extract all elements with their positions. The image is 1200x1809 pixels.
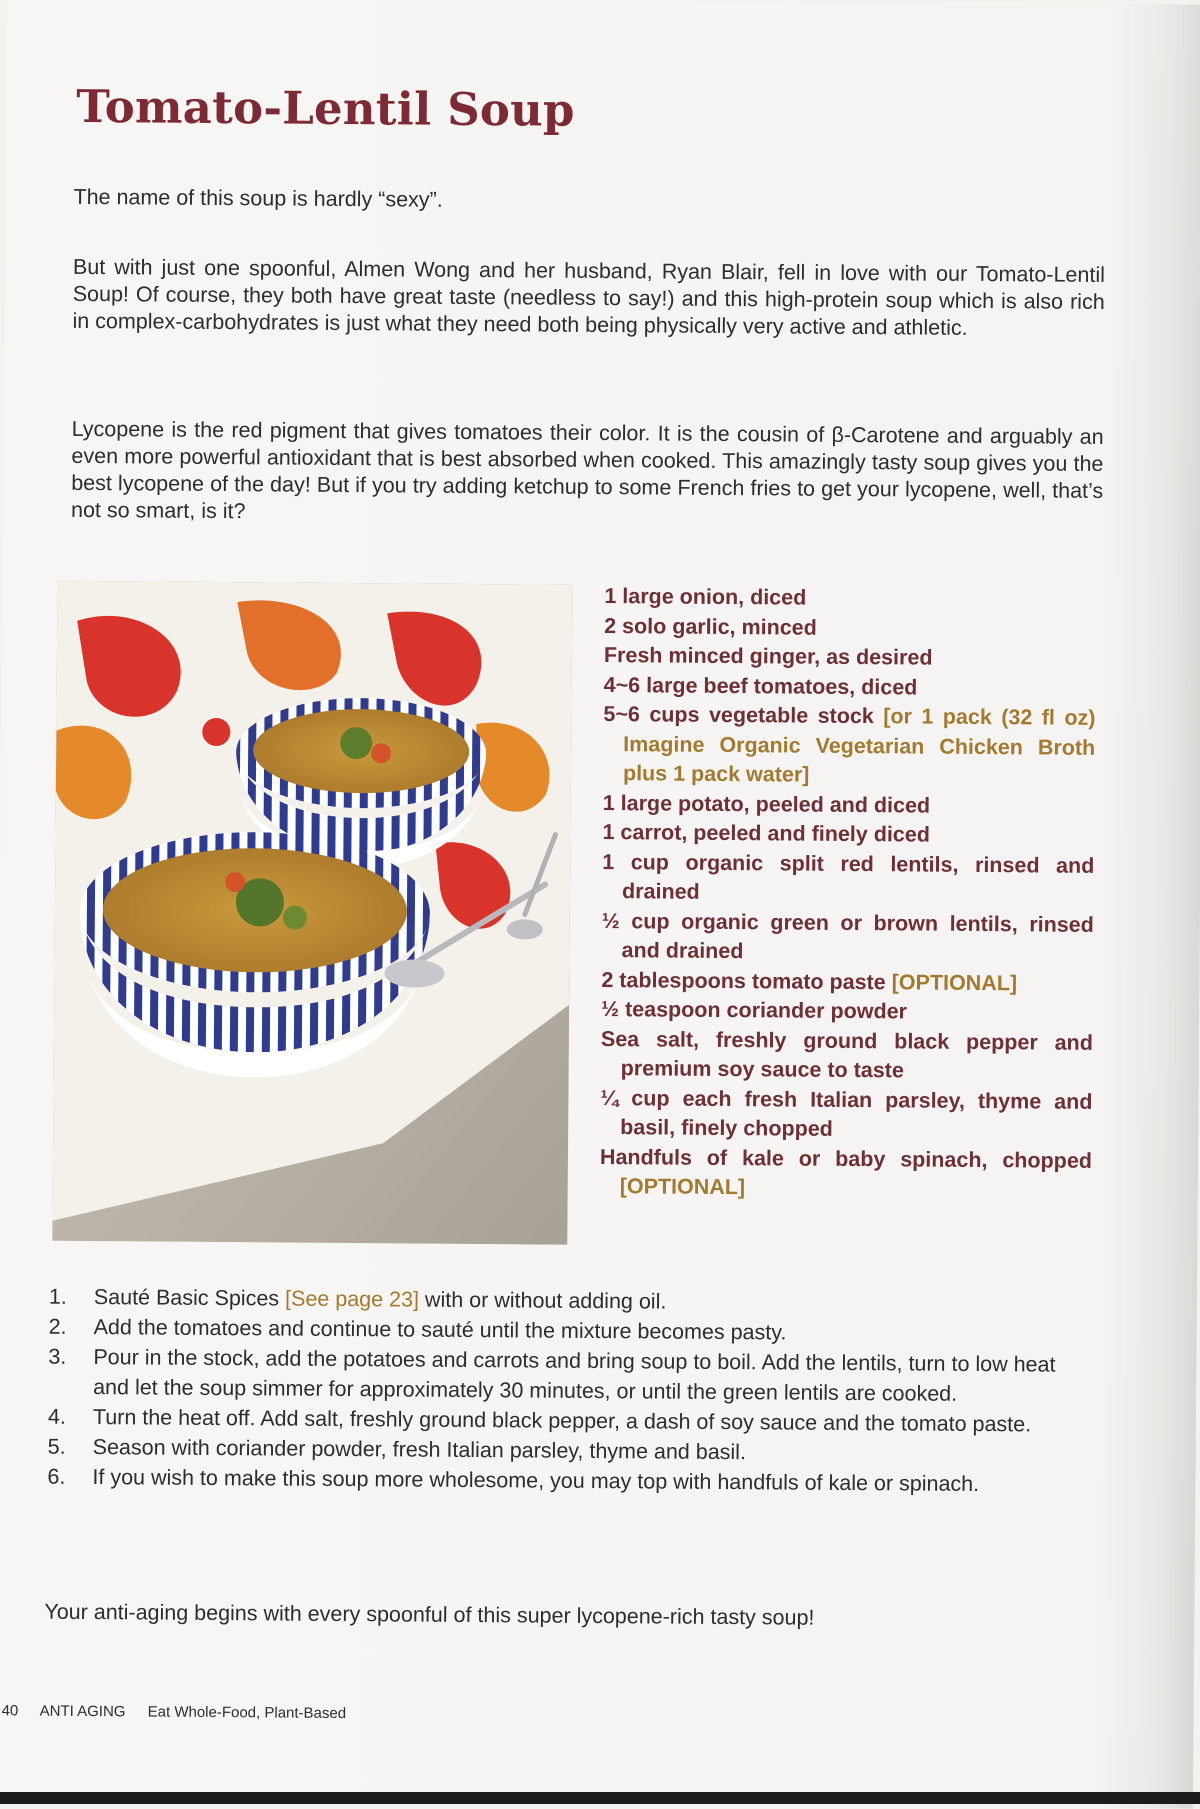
page-reference-link[interactable]: [See page 23] (285, 1286, 420, 1312)
method-steps (47, 1282, 1089, 1500)
ingredient-item: 5~6 cups vegetable stock [or 1 pack (32 fl oz) Imagine Organic Vegetarian Chicken Broth plus 1 pack water] (603, 702, 1096, 787)
intro-paragraph-2: But with just one spoonful, Almen Wong and her husband, Ryan Blair, fell in love with our Tomato-Lentil Soup! Of course, they both have great taste (needless to say!) and this high-protein soup which is also rich in complex-carbohydrates is just what they need both being physically very active and athletic. (72, 254, 1106, 340)
ingredient-list (600, 582, 1097, 1205)
ingredient-item: 2 tablespoons tomato paste [OPTIONAL] (601, 967, 1018, 995)
ingredient-item: 1 large onion, diced (604, 584, 807, 610)
page-footer (2, 1702, 365, 1722)
footer-subtitle: Eat Whole-Food, Plant-Based (147, 1703, 347, 1723)
step-number: 1. (48, 1284, 67, 1309)
ingredient-note: [OPTIONAL] (891, 969, 1018, 995)
soup-photo (52, 581, 572, 1245)
footer-section: ANTI AGING (39, 1702, 126, 1721)
step-number: 3. (48, 1344, 67, 1369)
step-item: 5. Season with coriander powder, fresh Italian parsley, thyme and basil. (48, 1432, 1088, 1470)
step-number: 4. (47, 1404, 66, 1429)
step-number: 5. (47, 1434, 66, 1459)
page-number: 40 (1, 1702, 19, 1720)
ingredient-item: 1 large potato, peeled and diced (602, 790, 931, 818)
ingredient-note: [OPTIONAL] (619, 1174, 746, 1200)
ingredient-item: ¼ cup each fresh Italian parsley, thyme and basil, finely chopped (600, 1085, 1093, 1141)
intro-paragraph-1: The name of this soup is hardly “sexy”. (73, 184, 443, 212)
ingredient-item: 1 carrot, peeled and finely diced (602, 820, 931, 847)
ingredient-item: 2 solo garlic, minced (604, 613, 817, 640)
ingredient-item: Sea salt, freshly ground black pepper and premium soy sauce to taste (600, 1026, 1093, 1083)
ingredient-item: 4~6 large beef tomatoes, diced (603, 672, 918, 699)
step-number: 6. (47, 1464, 66, 1489)
ingredient-item: ½ cup organic green or brown lentils, rinsed and drained (601, 908, 1094, 964)
ingredient-note: [or 1 pack (32 fl oz) Imagine Organic Vegetarian Chicken Broth plus 1 pack water] (622, 704, 1096, 787)
recipe-title: Tomato-Lentil Soup (76, 79, 575, 137)
intro-paragraph-3: Lycopene is the red pigment that gives tomatoes their color. It is the cousin of β-Carotene and arguably an even more powerful antioxidant that is best absorbed when cooked. This amazingly tasty soup gives you the best lycopene of the day! But if you try adding ketchup to some French fries to get your lycopene, well, that’s not so smart, is it? (70, 416, 1104, 524)
step-item: 4. Turn the heat off. Add salt, freshly ground black pepper, a dash of soy sauce and the tomato paste. (48, 1402, 1088, 1440)
ingredient-item: Handfuls of kale or baby spinach, chopped [OPTIONAL] (599, 1144, 1093, 1200)
step-item: 3. Pour in the stock, add the potatoes and carrots and bring soup to boil. Add the lentils, turn to low heat and let the soup simmer for approximately 30 minutes, or until the green lentils are cooked. (48, 1342, 1088, 1410)
ingredient-item: ½ teaspoon coriander powder (601, 997, 908, 1024)
step-item: 2. Add the tomatoes and continue to sauté until the mixture becomes pasty. (49, 1312, 1089, 1350)
step-number: 2. (48, 1314, 67, 1339)
closing-line: Your anti-aging begins with every spoonful of this super lycopene-rich tasty soup! (44, 1599, 815, 1630)
ingredient-item: 1 cup organic split red lentils, rinsed and drained (602, 849, 1095, 904)
step-item: 6. If you wish to make this soup more wholesome, you may top with handfuls of kale or spinach. (47, 1462, 1087, 1500)
ingredient-item: Fresh minced ginger, as desired (603, 643, 933, 670)
step-item: 1. Sauté Basic Spices [See page 23] with or without adding oil. (49, 1282, 1089, 1320)
scan-edge (0, 1792, 1200, 1804)
